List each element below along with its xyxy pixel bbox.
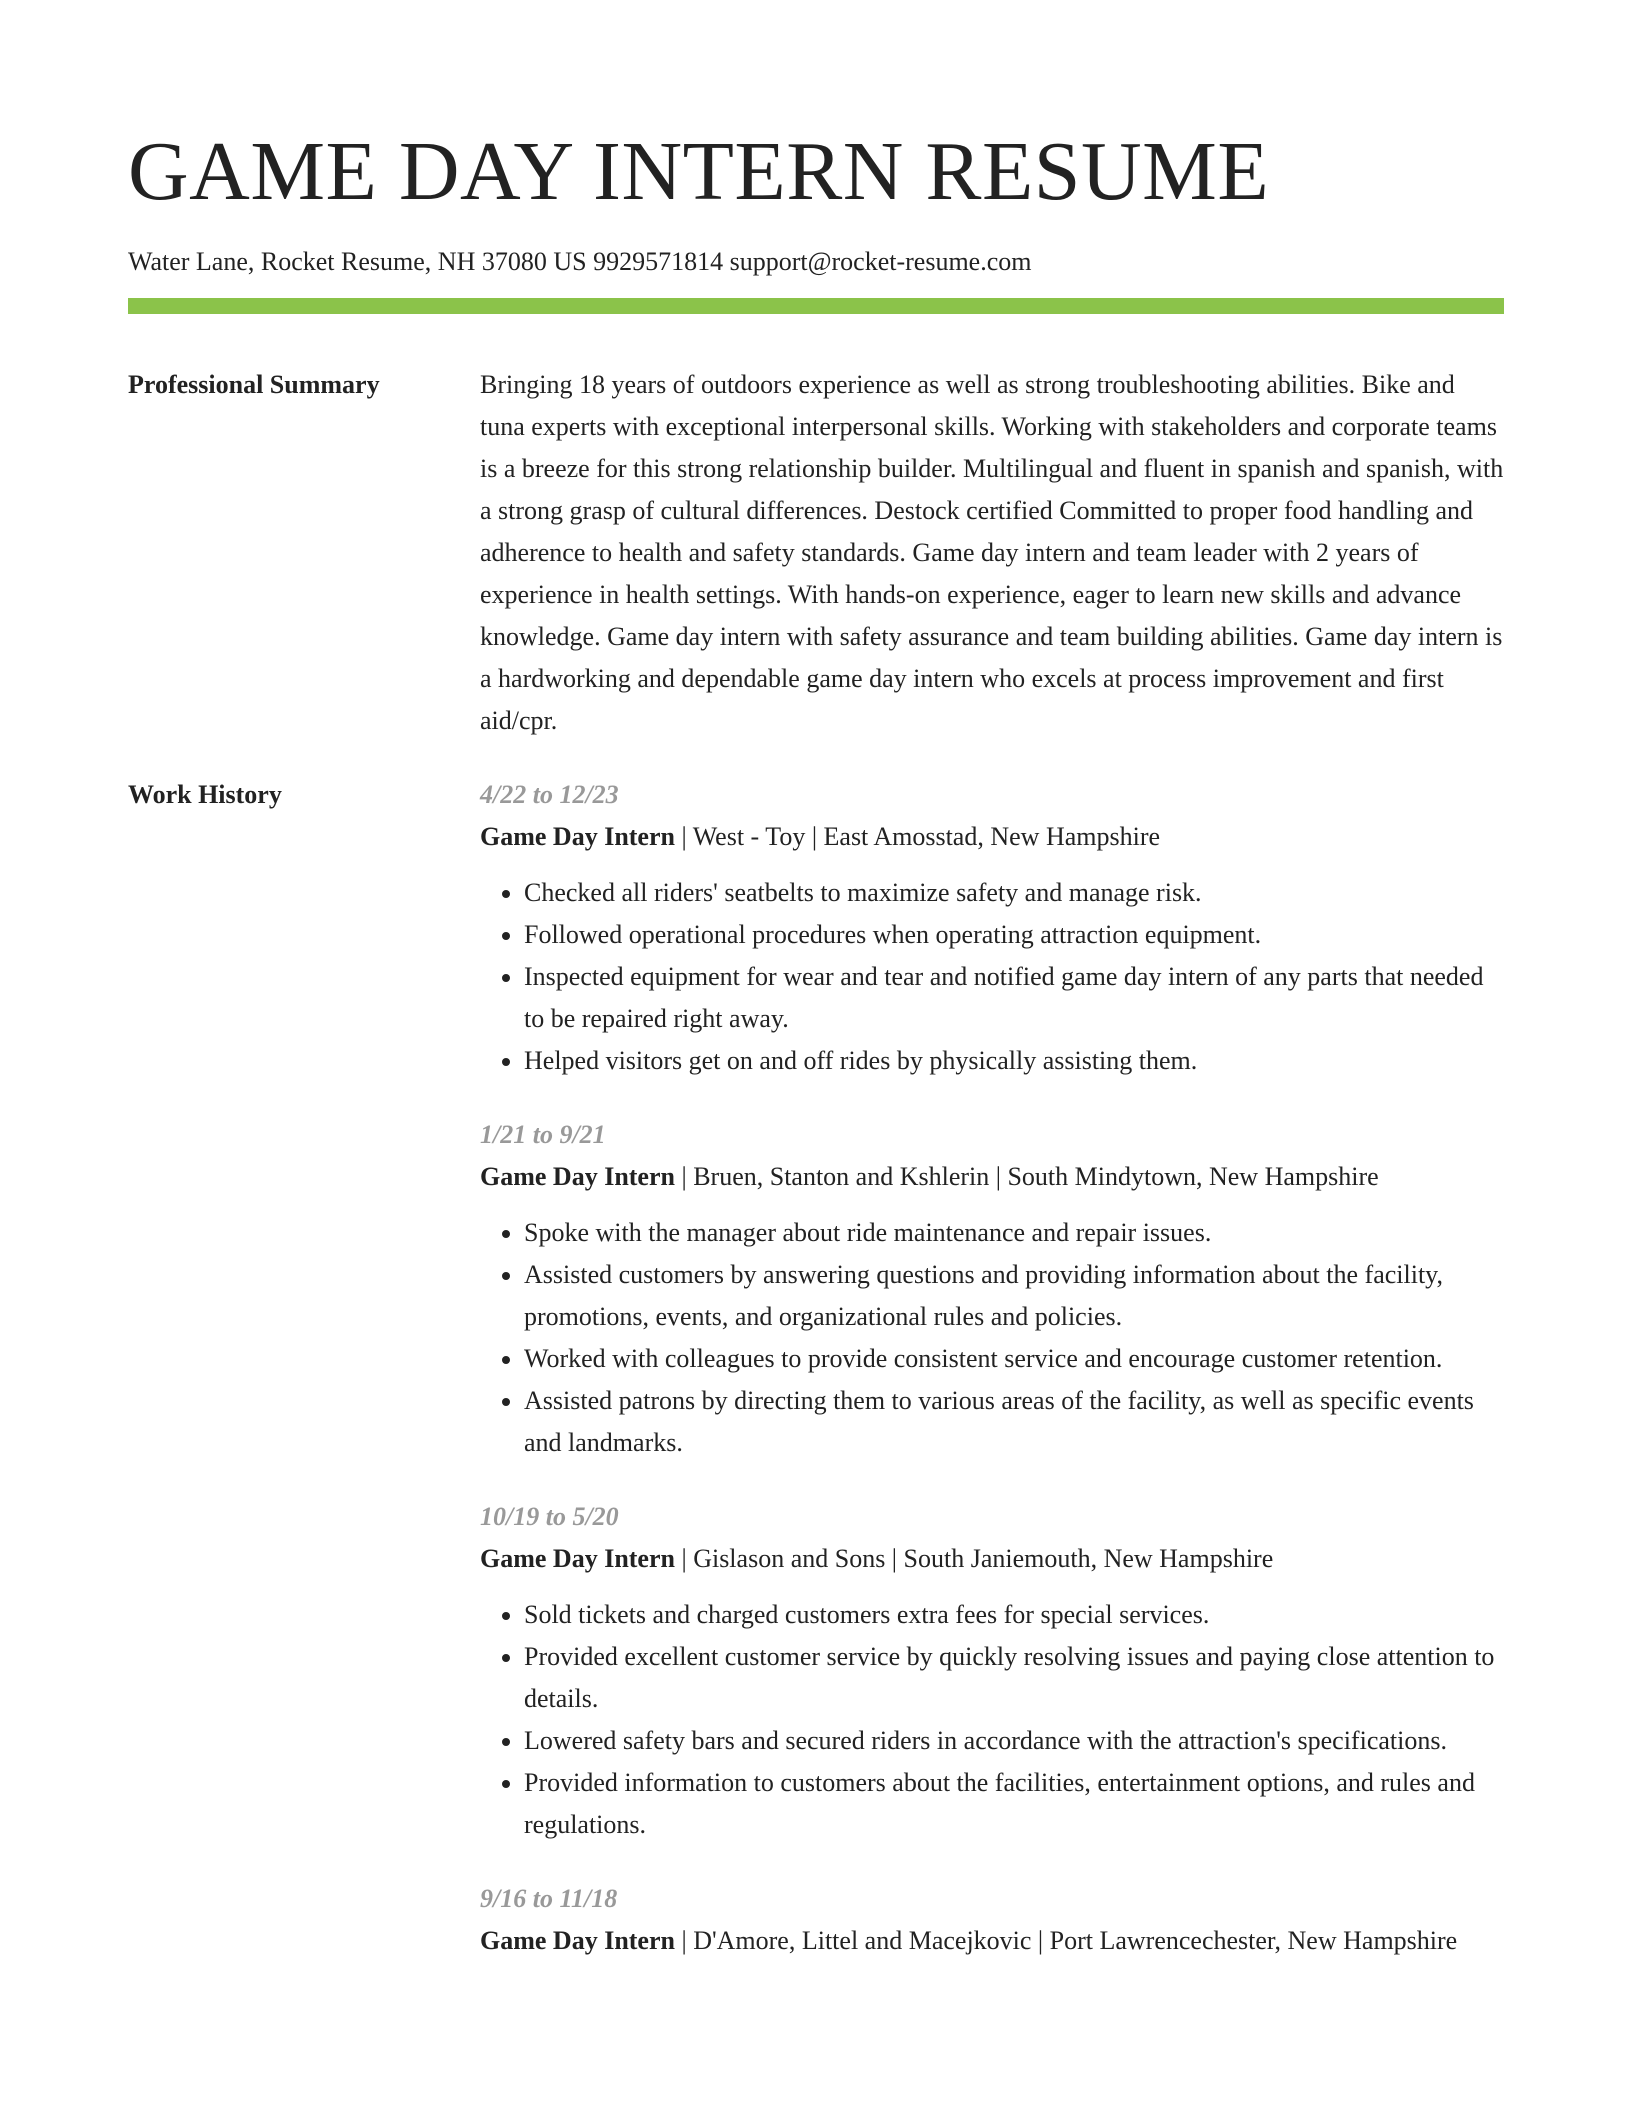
job-employer-location: | West - Toy | East Amosstad, New Hampshire — [674, 822, 1161, 851]
summary-text: Bringing 18 years of outdoors experience as well as strong troubleshooting abilities. Bike and tuna experts with exceptional interpersonal skills. Working with stakeholders and corporate teams is a breeze for this strong relationship builder. Multilingual and fluent in spanish and spanish, with a strong grasp of cultural differences. Destock certified Committed to proper food handling and adherence to health and safety standards. Game day intern and team leader with 2 years of experience in health settings. With hands-on experience, eager to learn new skills and advance knowledge. Game day intern with safety assurance and team building abilities. Game day intern is a hardworking and dependable game day intern who excels at process improvement and first aid/cpr. — [480, 370, 1504, 735]
job-entry — [480, 774, 1504, 1082]
job-bullet: • Helped visitors get on and off rides by physically assisting them. — [524, 1040, 1504, 1082]
job-bullet: • Assisted patrons by directing them to various areas of the facility, as well as specific events and landmarks. — [524, 1380, 1504, 1464]
job-title: Game Day Intern — [480, 1926, 675, 1955]
summary-body — [480, 364, 1504, 742]
job-heading — [480, 816, 1504, 858]
job-bullet: • Worked with colleagues to provide consistent service and encourage customer retention. — [524, 1338, 1504, 1380]
job-dates: 9/16 to 11/18 — [480, 1884, 618, 1913]
work-history-section — [128, 774, 1504, 1962]
professional-summary-section — [128, 364, 1504, 742]
job-bullet-list — [480, 1594, 1504, 1846]
job-heading — [480, 1538, 1504, 1580]
section-label-work-history: Work History — [128, 780, 282, 809]
job-title: Game Day Intern — [480, 822, 675, 851]
job-bullet: • Provided information to customers about the facilities, entertainment options, and rules and regulations. — [524, 1762, 1504, 1846]
contact-info: Water Lane, Rocket Resume, NH 37080 US 9929571814 support@rocket-resume.com — [128, 247, 1032, 276]
job-bullet: • Checked all riders' seatbelts to maximize safety and manage risk. — [524, 872, 1504, 914]
job-entry — [480, 1114, 1504, 1464]
resume-page — [128, 0, 1504, 1962]
job-entry — [480, 1496, 1504, 1846]
section-label-summary: Professional Summary — [128, 370, 380, 399]
job-bullet: • Followed operational procedures when operating attraction equipment. — [524, 914, 1504, 956]
job-bullet: • Inspected equipment for wear and tear and notified game day intern of any parts that needed to be repaired right away. — [524, 956, 1504, 1040]
job-bullet: • Provided excellent customer service by quickly resolving issues and paying close attention to details. — [524, 1636, 1504, 1720]
job-dates: 1/21 to 9/21 — [480, 1120, 606, 1149]
job-employer-location: | Gislason and Sons | South Janiemouth, New Hampshire — [674, 1544, 1274, 1573]
job-bullet-list — [480, 1212, 1504, 1464]
job-bullet: • Assisted customers by answering questions and providing information about the facility, promotions, events, and organizational rules and policies. — [524, 1254, 1504, 1338]
job-title: Game Day Intern — [480, 1162, 675, 1191]
job-dates: 10/19 to 5/20 — [480, 1502, 619, 1531]
job-bullet: • Spoke with the manager about ride maintenance and repair issues. — [524, 1212, 1504, 1254]
job-bullet-list — [480, 872, 1504, 1082]
job-heading — [480, 1156, 1504, 1198]
job-dates: 4/22 to 12/23 — [480, 780, 619, 809]
job-entry — [480, 1878, 1504, 1962]
job-heading — [480, 1920, 1504, 1962]
job-title: Game Day Intern — [480, 1544, 675, 1573]
job-bullet: • Lowered safety bars and secured riders in accordance with the attraction's specifications. — [524, 1720, 1504, 1762]
job-bullet: • Sold tickets and charged customers extra fees for special services. — [524, 1594, 1504, 1636]
job-list — [480, 774, 1504, 1962]
header-divider — [128, 298, 1504, 314]
job-employer-location: | D'Amore, Littel and Macejkovic | Port Lawrencechester, New Hampshire — [674, 1926, 1458, 1955]
resume-title: GAME DAY INTERN RESUME — [128, 125, 1270, 218]
job-employer-location: | Bruen, Stanton and Kshlerin | South Mindytown, New Hampshire — [674, 1162, 1379, 1191]
